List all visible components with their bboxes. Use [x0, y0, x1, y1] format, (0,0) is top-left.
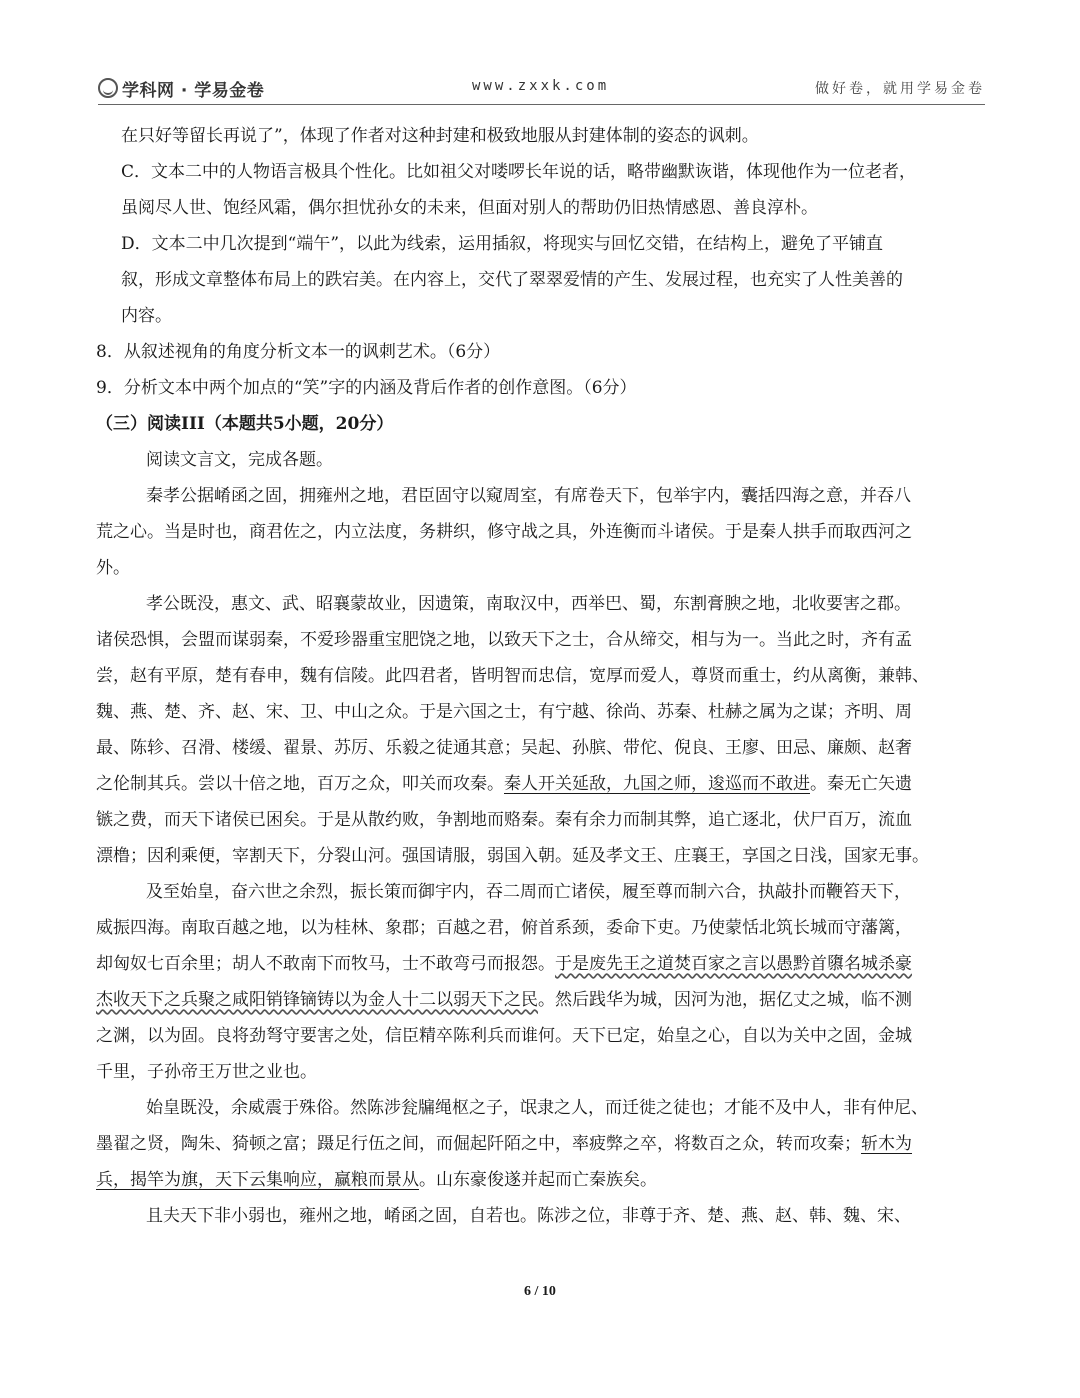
passage-line: 威振四海。南取百越之地，以为桂林、象郡；百越之君，俯首系颈，委命下吏。乃使蒙恬北筑长城而守藩篱， [96, 918, 912, 938]
wavy-underlined-sentence: 于是废先王之道焚百家之言以愚黔首隳名城杀豪 [555, 954, 912, 974]
option-d-cont: 叙，形成文章整体布局上的跌宕美。在内容上，交代了翠翠爱情的产生、发展过程，也充实了人性美善的 [121, 270, 903, 290]
question-9: 9．分析文本中两个加点的“笑”字的内涵及背后作者的创作意图。（6分） [96, 378, 637, 398]
passage-line: 诸侯恐惧，会盟而谋弱秦，不爱珍器重宝肥饶之地，以致天下之士，合从缔交，相与为一。当此之时，齐有孟 [96, 630, 912, 650]
passage-line: 最、陈轸、召滑、楼缓、翟景、苏厉、乐毅之徒通其意；吴起、孙膑、带佗、倪良、王廖、田忌、廉颇、赵奢 [96, 738, 912, 758]
underlined-sentence: 兵，揭竿为旗，天下云集响应，赢粮而景从 [96, 1170, 419, 1190]
site-url: www.zxxk.com [472, 78, 610, 94]
header-divider [98, 104, 985, 105]
smile-logo-icon [98, 78, 118, 98]
brand-name: 学科网 · 学易金卷 [122, 80, 265, 101]
passage-line: 镞之费，而天下诸侯已困矣。于是从散约败，争割地而赂秦。秦有余力而制其弊，追亡逐北，伏尸百万，流血 [96, 810, 912, 830]
passage-line: 兵，揭竿为旗，天下云集响应，赢粮而景从。山东豪俊遂并起而亡秦族矣。 [96, 1170, 657, 1190]
passage-line: 孝公既没，惠文、武、昭襄蒙故业，因遗策，南取汉中，西举巴、蜀，东割膏腴之地，北收要害之郡。 [146, 594, 911, 614]
passage-line: 之渊，以为固。良将劲弩守要害之处，信臣精卒陈利兵而谁何。天下已定，始皇之心，自以为关中之固，金城 [96, 1026, 912, 1046]
passage-line: 尝，赵有平原，楚有春申，魏有信陵。此四君者，皆明智而忠信，宽厚而爱人，尊贤而重士，约从离衡，兼韩、 [96, 666, 929, 686]
header-slogan: 做好卷，就用学易金卷 [815, 81, 985, 97]
passage-line: 却匈奴七百余里；胡人不敢南下而牧马，士不敢弯弓而报怨。于是废先王之道焚百家之言以愚黔首隳名城杀豪 [96, 954, 912, 974]
option-c-cont: 虽阅尽人世、饱经风霜，偶尔担忧孙女的未来，但面对别人的帮助仍旧热情感恩、善良淳朴。 [121, 198, 818, 218]
passage-line: 墨翟之贤，陶朱、猗顿之富；蹑足行伍之间，而倔起阡陌之中，率疲弊之卒，将数百之众，转而攻秦；斩木为 [96, 1134, 912, 1154]
option-c: C．文本二中的人物语言极具个性化。比如祖父对喽啰长年说的话，略带幽默诙谐，体现他作为一位老者， [121, 162, 917, 182]
passage-line: 外。 [96, 558, 130, 578]
passage-line: 千里，子孙帝王万世之业也。 [96, 1062, 317, 1082]
passage-line: 漂橹；因利乘便，宰割天下，分裂山河。强国请服，弱国入朝。延及孝文王、庄襄王，享国之日浅，国家无事。 [96, 846, 929, 866]
page-number: 6 / 10 [524, 1284, 556, 1299]
passage-line: 之伦制其兵。尝以十倍之地，百万之众，叩关而攻秦。秦人开关延敌，九国之师，逡巡而不敢进。秦无亡矢遗 [96, 774, 912, 794]
passage-line: 荒之心。当是时也，商君佐之，内立法度，务耕织，修守战之具，外连衡而斗诸侯。于是秦人拱手而取西河之 [96, 522, 912, 542]
document-body [96, 118, 988, 1234]
section-heading: （三）阅读III（本题共5小题，20分） [96, 414, 394, 434]
passage-line: 秦孝公据崤函之固，拥雍州之地，君臣固守以窥周室，有席卷天下，包举宇内，囊括四海之意，并吞八 [146, 486, 911, 506]
wavy-underlined-sentence: 杰收天下之兵聚之咸阳销锋镝铸以为金人十二以弱天下之民 [96, 990, 538, 1010]
instruction: 阅读文言文，完成各题。 [146, 450, 333, 470]
underlined-sentence: 秦人开关延敌，九国之师，逡巡而不敢进 [504, 774, 810, 794]
passage-line: 及至始皇，奋六世之余烈，振长策而御宇内，吞二周而亡诸侯，履至尊而制六合，执敲扑而鞭笞天下， [146, 882, 911, 902]
question-8: 8．从叙述视角的角度分析文本一的讽刺艺术。（6分） [96, 342, 501, 362]
passage-line: 魏、燕、楚、齐、赵、宋、卫、中山之众。于是六国之士，有宁越、徐尚、苏秦、杜赫之属为之谋；齐明、周 [96, 702, 912, 722]
passage-line: 杰收天下之兵聚之咸阳销锋镝铸以为金人十二以弱天下之民。然后践华为城，因河为池，据亿丈之城，临不测 [96, 990, 912, 1010]
option-d-cont: 内容。 [121, 306, 172, 326]
option-b-tail: 在只好等留长再说了”，体现了作者对这种封建和极致地服从封建体制的姿态的讽刺。 [121, 126, 759, 146]
passage-line: 始皇既没，余威震于殊俗。然陈涉瓮牖绳枢之子，氓隶之人，而迁徙之徒也；才能不及中人，非有仲尼、 [146, 1098, 928, 1118]
underlined-sentence: 斩木为 [861, 1134, 912, 1154]
page-header [98, 74, 985, 102]
brand-logo [98, 74, 264, 102]
option-d: D．文本二中几次提到“端午”，以此为线索，运用插叙，将现实与回忆交错，在结构上，避免了平铺直 [121, 234, 884, 254]
passage-line: 且夫天下非小弱也，雍州之地，崤函之固，自若也。陈涉之位，非尊于齐、楚、燕、赵、韩、魏、宋、 [146, 1206, 911, 1226]
